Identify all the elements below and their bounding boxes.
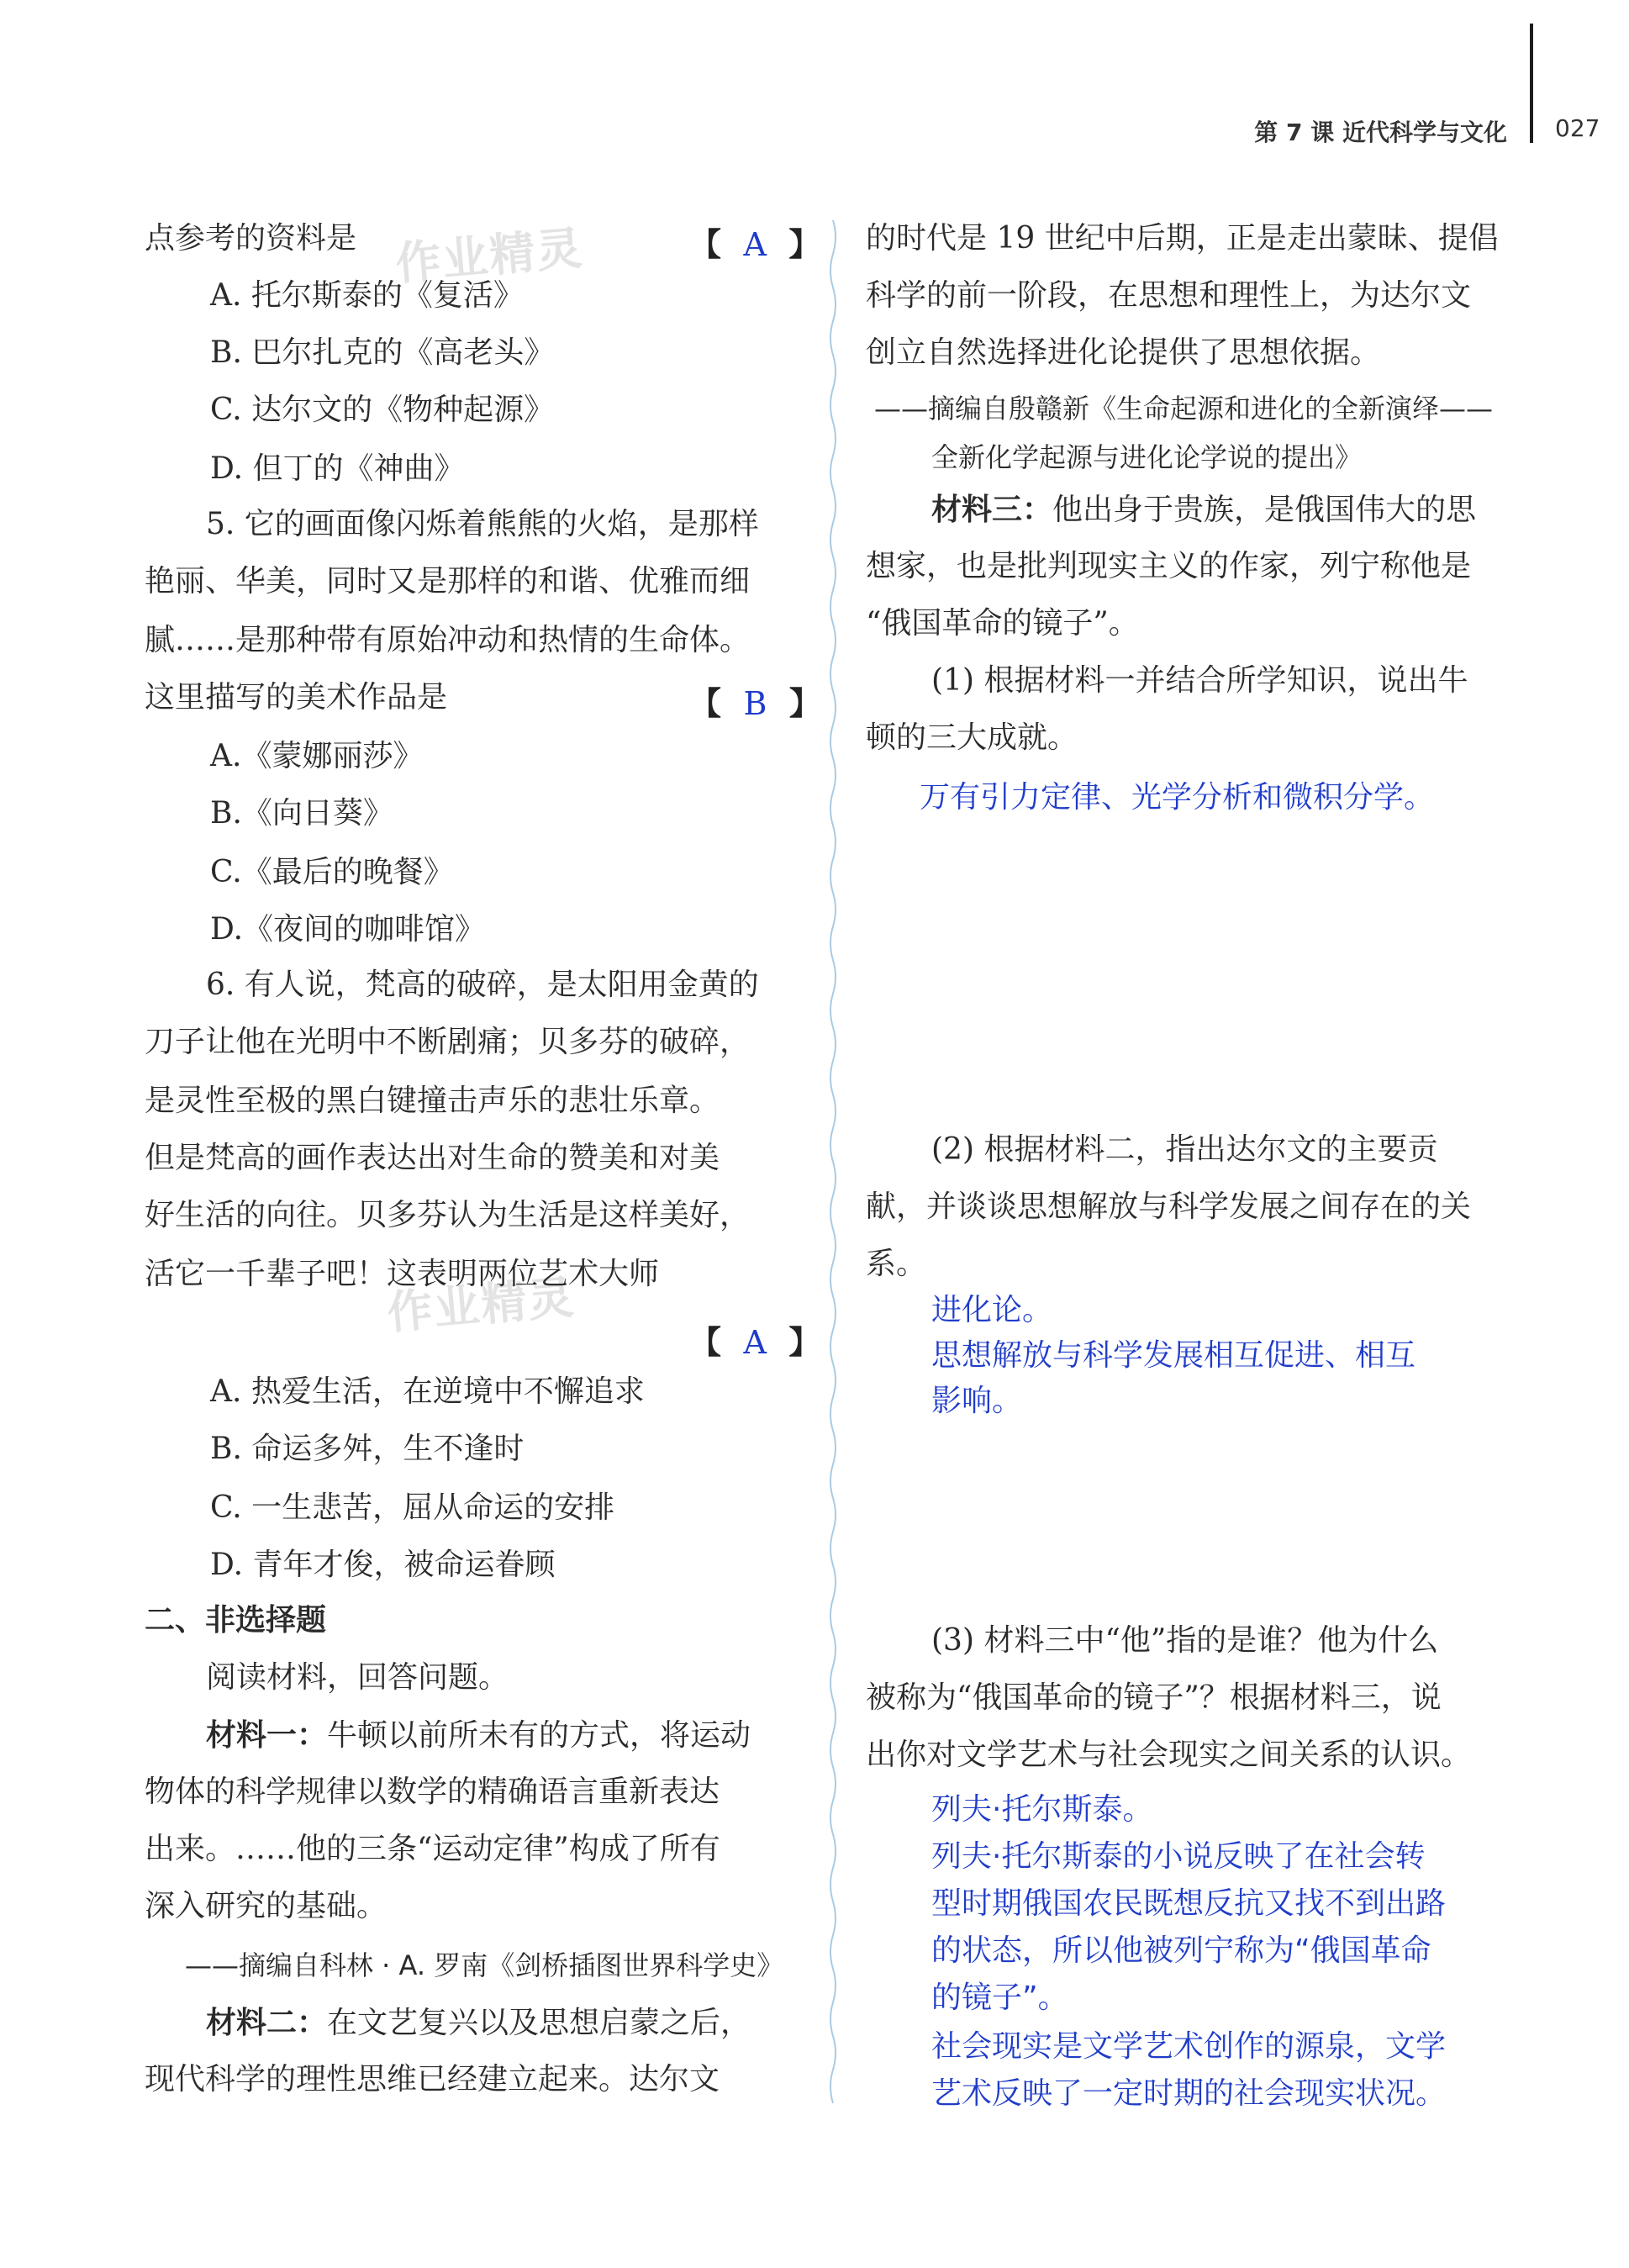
- question-5-line-2: 艳丽、华美，同时又是那样的和谐、优雅而细: [145, 564, 751, 599]
- answer-1: 万有引力定律、光学分析和微积分学。: [920, 780, 1435, 815]
- question-6-answer: A: [743, 1324, 767, 1361]
- subquestion-2-line-2: 献，并谈谈思想解放与科学发展之间存在的关: [866, 1189, 1472, 1224]
- material-2-source-line-2: 全新化学起源与进化论学说的提出》: [931, 441, 1363, 473]
- material-3-line-2: 想家，也是批判现实主义的作家，列宁称他是: [866, 549, 1472, 583]
- question-5-line-4: 这里描写的美术作品是: [145, 680, 448, 715]
- section-heading: 二、非选择题: [145, 1603, 327, 1638]
- question-4-option-a: A. 托尔斯泰的《复活》: [210, 278, 524, 313]
- subquestion-2-line-3: 系。: [866, 1247, 927, 1281]
- question-6-option-d: D. 青年才俊，被命运眷顾: [210, 1548, 556, 1582]
- material-1-line-2: 物体的科学规律以数学的精确语言重新表达: [145, 1775, 720, 1809]
- material-2-cont-line-1: 的时代是 19 世纪中后期，正是走出蒙昧、提倡: [866, 221, 1499, 256]
- question-5-answer-bracket: 【 B 】: [689, 684, 821, 722]
- question-5-option-a: A.《蒙娜丽莎》: [210, 739, 424, 773]
- section-instruction: 阅读材料，回答问题。: [206, 1660, 509, 1695]
- subquestion-3-line-3: 出你对文学艺术与社会现实之间关系的认识。: [866, 1738, 1472, 1772]
- material-3-label: 材料三：: [931, 492, 1053, 527]
- question-5-answer: B: [743, 685, 767, 722]
- question-6-option-b: B. 命运多舛，生不逢时: [210, 1432, 525, 1466]
- subquestion-3-line-1: (3) 材料三中“他”指的是谁？他为什么: [931, 1623, 1439, 1658]
- answer-3-line-2: 列夫·托尔斯泰的小说反映了在社会转: [931, 1839, 1426, 1874]
- material-1-text: 牛顿以前所未有的方式，将运动: [327, 1718, 751, 1753]
- subquestion-1-line-2: 顿的三大成就。: [866, 720, 1078, 755]
- question-6-line-3: 是灵性至极的黑白键撞击声乐的悲壮乐章。: [145, 1084, 720, 1118]
- lesson-title: 第 7 课 近代科学与文化: [1254, 119, 1507, 146]
- column-divider: [827, 220, 839, 2120]
- answer-2-line-2: 思想解放与科学发展相互促进、相互: [931, 1338, 1416, 1373]
- question-5-line-3: 腻……是那种带有原始冲动和热情的生命体。: [145, 623, 751, 657]
- subquestion-1-line-1: (1) 根据材料一并结合所学知识，说出牛: [931, 663, 1468, 698]
- material-2-line-2: 现代科学的理性思维已经建立起来。达尔文: [145, 2062, 720, 2097]
- question-5-option-b: B.《向日葵》: [210, 796, 393, 831]
- material-3-line-3: “俄国革命的镜子”。: [866, 606, 1139, 641]
- material-3-text: 他出身于贵族，是俄国伟大的思: [1052, 493, 1477, 527]
- question-4-stem-tail: 点参考的资料是: [145, 221, 357, 256]
- question-4-answer-bracket: 【 A 】: [689, 225, 821, 263]
- question-6-line-4: 但是梵高的画作表达出对生命的赞美和对美: [145, 1141, 720, 1175]
- material-2-text: 在文艺复兴以及思想启蒙之后，: [327, 2006, 751, 2040]
- material-3-line-1: [931, 491, 1476, 529]
- material-1-label: 材料一：: [206, 1717, 328, 1753]
- material-2-cont-line-3: 创立自然选择进化论提供了思想依据。: [866, 335, 1381, 370]
- material-2-label: 材料二：: [206, 2005, 328, 2040]
- material-2-line-1: [206, 2004, 751, 2042]
- answer-2-line-3: 影响。: [931, 1384, 1023, 1418]
- subquestion-2-line-1: (2) 根据材料二，指出达尔文的主要贡: [931, 1132, 1438, 1167]
- question-5-option-c: C.《最后的晚餐》: [210, 855, 454, 889]
- question-6-answer-bracket: 【 A 】: [689, 1323, 821, 1361]
- answer-3-line-7: 艺术反映了一定时期的社会现实状况。: [931, 2076, 1447, 2111]
- question-6-option-c: C. 一生悲苦，屈从命运的安排: [210, 1490, 615, 1525]
- watermark: 作业精灵: [385, 1270, 577, 1340]
- question-4-answer: A: [743, 226, 767, 263]
- subquestion-3-line-2: 被称为“俄国革命的镜子”？根据材料三，说: [866, 1680, 1442, 1715]
- question-6-line-5: 好生活的向往。贝多芬认为生活是这样美好，: [145, 1198, 751, 1232]
- question-4-option-d: D. 但丁的《神曲》: [210, 451, 465, 486]
- answer-3-line-3: 型时期俄国农民既想反抗又找不到出路: [931, 1886, 1447, 1921]
- page-number: 027: [1555, 114, 1600, 142]
- answer-3-line-1: 列夫·托尔斯泰。: [931, 1792, 1153, 1827]
- material-2-source-line-1: ——摘编自殷赣新《生命起源和进化的全新演绎——: [874, 393, 1494, 425]
- answer-2-line-1: 进化论。: [931, 1293, 1053, 1327]
- header-rule: [1530, 24, 1533, 143]
- answer-3-line-4: 的状态，所以他被列宁称为“俄国革命: [931, 1933, 1431, 1968]
- question-5-line-1: 5. 它的画面像闪烁着熊熊的火焰，是那样: [206, 507, 759, 541]
- watermark: 作业精灵: [393, 221, 586, 291]
- question-6-line-1: 6. 有人说，梵高的破碎，是太阳用金黄的: [206, 968, 759, 1002]
- question-4-option-b: B. 巴尔扎克的《高老头》: [210, 335, 555, 370]
- question-4-option-c: C. 达尔文的《物种起源》: [210, 393, 555, 427]
- answer-3-line-5: 的镜子”。: [931, 1981, 1068, 2015]
- material-1-line-3: 出来。……他的三条“运动定律”构成了所有: [145, 1832, 720, 1866]
- material-1-line-1: [206, 1717, 751, 1754]
- material-1-line-4: 深入研究的基础。: [145, 1889, 387, 1923]
- question-6-option-a: A. 热爱生活，在逆境中不懈追求: [210, 1374, 645, 1409]
- material-1-source: ——摘编自科林 · A. 罗南《剑桥插图世界科学史》: [185, 1949, 784, 1981]
- question-5-option-d: D.《夜间的咖啡馆》: [210, 912, 486, 947]
- question-6-line-6: 活它一千辈子吧！这表明两位艺术大师: [145, 1257, 660, 1291]
- question-6-line-2: 刀子让他在光明中不断剧痛；贝多芬的破碎，: [145, 1025, 751, 1059]
- answer-3-line-6: 社会现实是文学艺术创作的源泉，文学: [931, 2029, 1447, 2064]
- material-2-cont-line-2: 科学的前一阶段，在思想和理性上，为达尔文: [866, 278, 1472, 313]
